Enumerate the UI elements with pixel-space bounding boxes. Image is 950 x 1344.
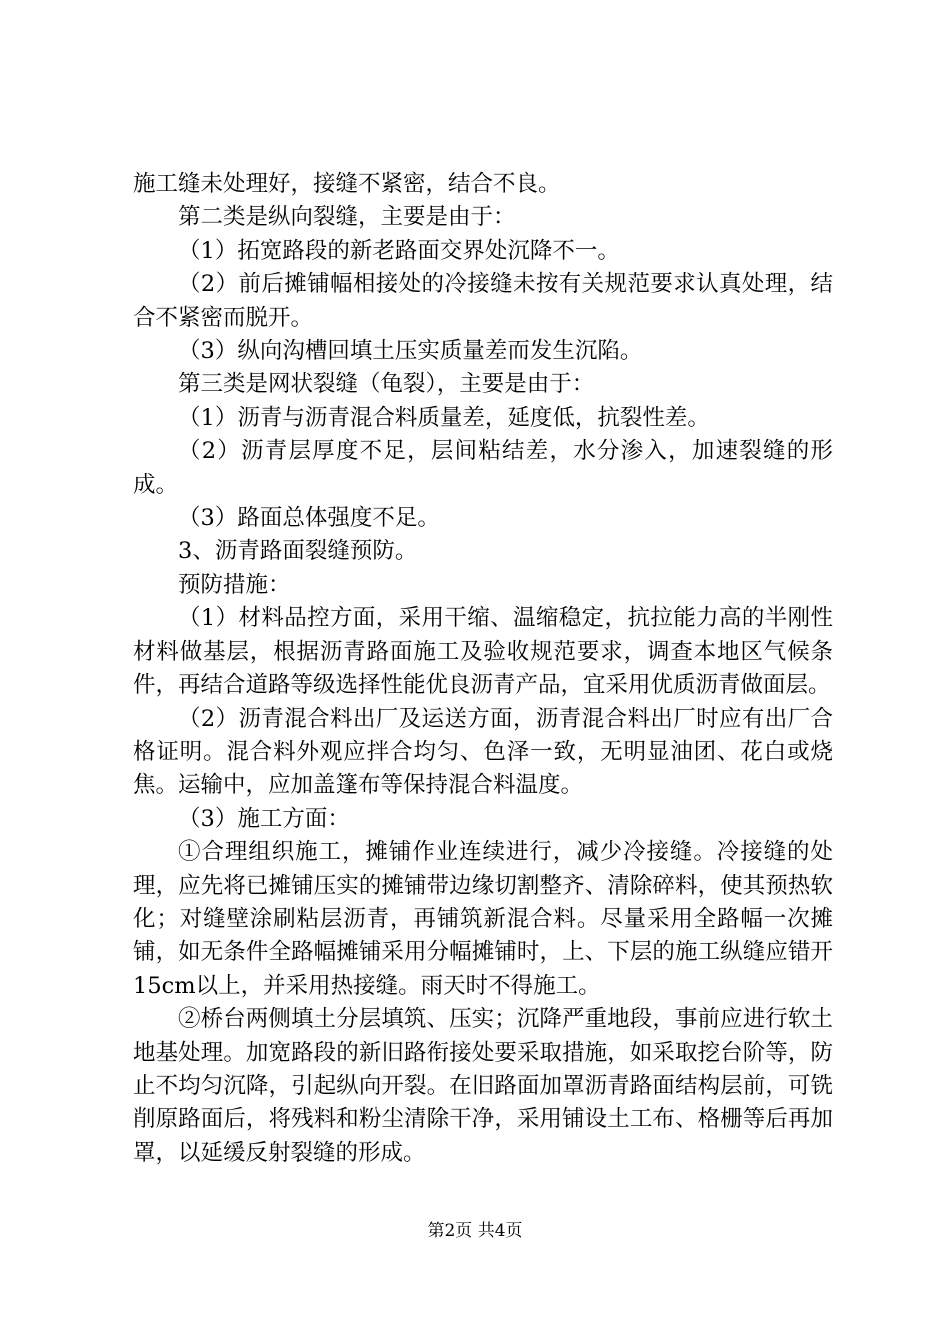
paragraph: 预防措施： [178, 571, 291, 598]
page-footer [0, 1216, 950, 1241]
paragraph: （2）沥青混合料出厂及运送方面，沥青混合料出厂时应有出厂合格证明。混合料外观应拌合均匀、色泽一致，无明显油团、花白或烧焦。运输中，应加盖篷布等保持混合料温度。 [133, 705, 833, 799]
paragraph: 施工缝未处理好，接缝不紧密，结合不良。 [133, 171, 561, 197]
paragraph: （1）拓宽路段的新老路面交界处沉降不一。 [178, 237, 620, 264]
paragraph: 第三类是网状裂缝（龟裂），主要是由于： [178, 371, 595, 398]
paragraph: ①合理组织施工，摊铺作业连续进行，减少冷接缝。冷接缝的处理，应先将已摊铺压实的摊铺带边缘切割整齐、清除碎料，使其预热软化；对缝壁涂刷粘层沥青，再铺筑新混合料。尽量采用全路幅一次摊铺，如无条件全路幅摊铺采用分幅摊铺时，上、下层的施工纵缝应错开15cm以上，并采用热接缝。雨天时不得施工。 [133, 839, 833, 999]
page-number: 第2页 共4页 [427, 1221, 523, 1241]
paragraph: （3）纵向沟槽回填土压实质量差而发生沉陷。 [178, 338, 643, 365]
section-heading: 3、沥青路面裂缝预防。 [178, 538, 418, 565]
document-body [133, 168, 833, 1170]
paragraph: （1）材料品控方面，采用干缩、温缩稳定，抗拉能力高的半刚性材料做基层，根据沥青路面施工及验收规范要求，调查本地区气候条件，再结合道路等级选择性能优良沥青产品，宜采用优质沥青做面层。 [133, 605, 833, 699]
paragraph: （1）沥青与沥青混合料质量差，延度低，抗裂性差。 [178, 404, 710, 431]
paragraph: （2）前后摊铺幅相接处的冷接缝未按有关规范要求认真处理，结合不紧密而脱开。 [133, 271, 833, 331]
paragraph: 第二类是纵向裂缝，主要是由于： [178, 204, 516, 231]
paragraph: ②桥台两侧填土分层填筑、压实；沉降严重地段，事前应进行软土地基处理。加宽路段的新旧路衔接处要采取措施，如采取挖台阶等，防止不均匀沉降，引起纵向开裂。在旧路面加罩沥青路面结构层前，可铣削原路面后，将残料和粉尘清除干净，采用铺设土工布、格栅等后再加罩，以延缓反射裂缝的形成。 [133, 1006, 833, 1166]
paragraph: （2）沥青层厚度不足，层间粘结差，水分渗入，加速裂缝的形成。 [133, 438, 833, 498]
paragraph: （3）路面总体强度不足。 [178, 505, 440, 532]
paragraph: （3）施工方面： [178, 805, 350, 832]
